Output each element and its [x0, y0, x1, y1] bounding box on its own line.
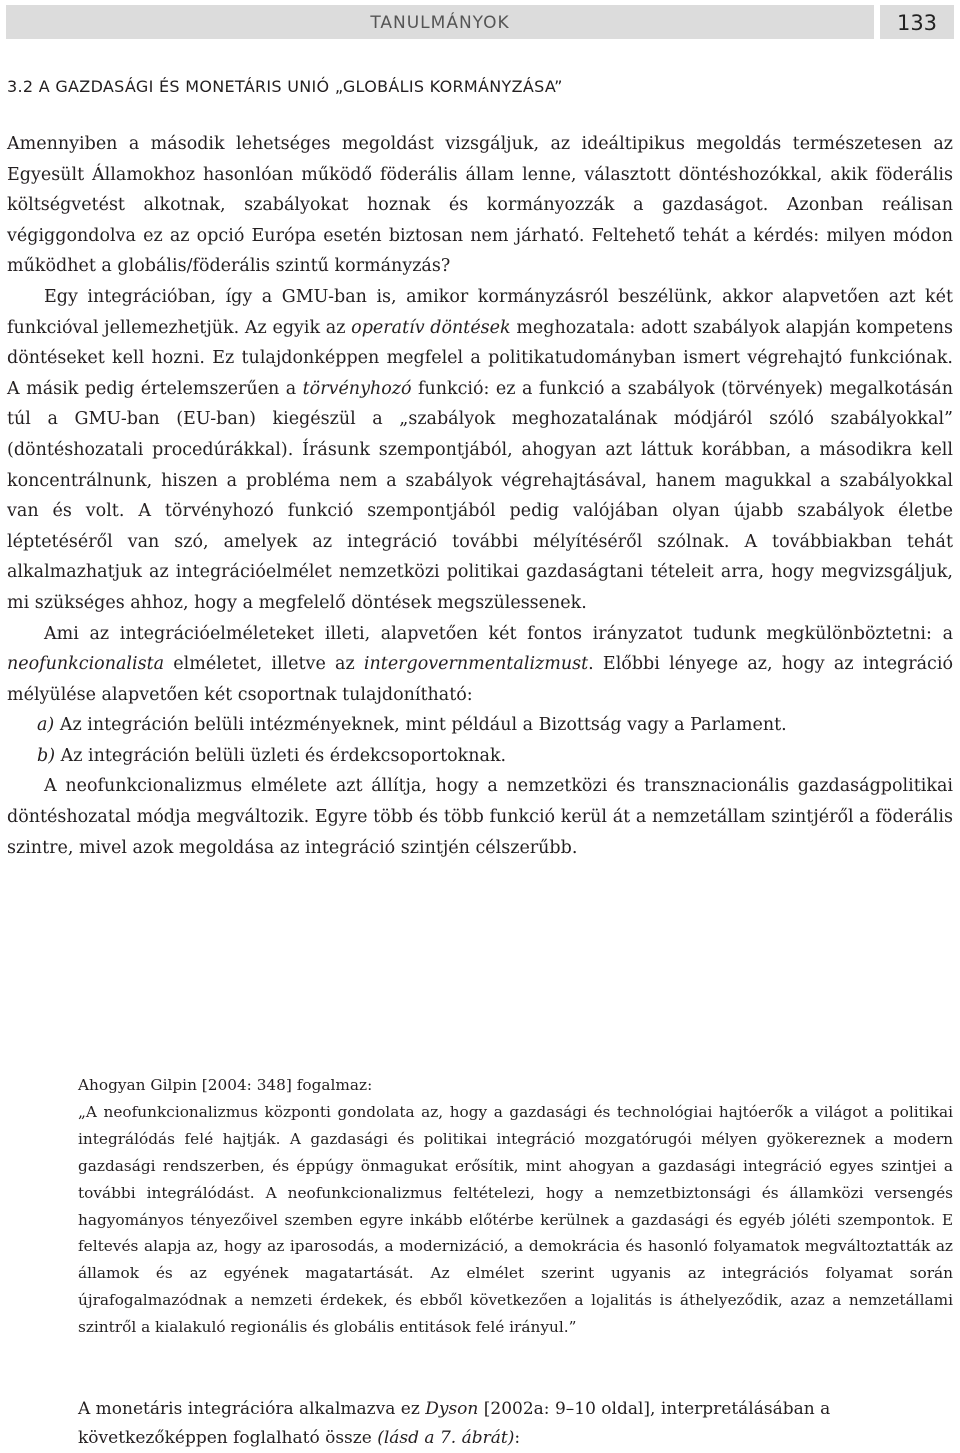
page-number-box [880, 5, 954, 39]
emphasis-dyson: Dyson [425, 1399, 479, 1419]
paragraph-3 [7, 619, 953, 711]
list-marker-a: a) [37, 715, 55, 736]
emphasis-legislative: törvényhozó [302, 378, 412, 399]
emphasis-operative-decisions: operatív döntések [351, 317, 511, 338]
list-item-b [7, 741, 953, 772]
list-item-b-text: Az integráción belüli üzleti és érdekcsoportoknak. [60, 745, 507, 766]
running-header [6, 5, 874, 39]
quote-intro: Ahogyan Gilpin [2004: 348] fogalmaz: [78, 1076, 373, 1094]
paragraph-3-part-c: . Előbbi lényege az, hogy az integráció mélyülése alapvetően két csoportnak tulajdonítható: [7, 654, 953, 705]
paragraph-2-part-c: funkció: ez a funkció a szabályok (törvények) megalkotásán túl a GMU-ban (EU-ban) kiegészül a „szabályok meghozatalának módjáról szóló szabályokkal” (döntéshozatali procedúrákkal). Írásunk szempontjából, ahogyan azt láttuk korábban, a másodikra kell koncentrálnunk, hiszen a probléma nem a szabályok végrehajtásával, hanem magukkal a szabályokkal van és volt. A törvényhozó funkció szempontjából pedig valójában olyan újabb szabályok életbe léptetéséről van szó, amelyek az integráció további mélyítéséről szólnak. A továbbiakban tehát alkalmazhatjuk az integrációelmélet nemzetközi politikai gazdaságtani tételeit arra, hogy megvizsgáljuk, mi szükséges ahhoz, hogy a megfelelő döntések megszülessenek. [7, 378, 953, 613]
paragraph-3-part-b: elméletet, illetve az [164, 654, 364, 675]
paragraph-3-part-a: Ami az integrációelméleteket illeti, alapvetően két fontos irányzatot tudunk megkülönböztetni: a [44, 623, 953, 644]
paragraph-2-part-b: meghozatala: adott szabályok alapján kompetens döntéseket kell hozni. Ez tulajdonképpen megfelel a politikatudományban ismert végrehajtó funkciónak. A másik pedig értelemszerűen a [7, 317, 953, 399]
list-item-a [7, 710, 953, 741]
trailing-part-b: [2002a: 9–10 oldal], interpretálásában a következőképpen foglalható össze [78, 1399, 831, 1448]
paragraph-2 [7, 282, 953, 619]
running-header-title: TANULMÁNYOK [370, 13, 510, 33]
list-item-a-text: Az integráción belüli intézményeknek, mint például a Bizottság vagy a Parlament. [59, 715, 787, 736]
emphasis-intergovernmentalism: intergovernmentalizmust [363, 654, 589, 675]
page-number: 133 [896, 11, 938, 35]
trailing-paragraph [78, 1395, 953, 1453]
list-marker-b: b) [37, 745, 56, 766]
trailing-part-a: A monetáris integrációra alkalmazva ez [78, 1399, 426, 1419]
emphasis-neofunctionalist: neofunkcionalista [7, 654, 165, 675]
trailing-part-c: : [514, 1428, 521, 1448]
paragraph-1: Amennyiben a második lehetséges megoldást vizsgáljuk, az ideáltipikus megoldás természetesen az Egyesült Államokhoz hasonlóan működő föderális állam lenne, választott döntéshozókkal, akik föderális költségvetést alkotnak, szabályokat hoznak és kormányozzák a gazdaságot. Azonban reálisan végiggondolva ez az opció Európa esetén biztosan nem járható. Feltehető tehát a kérdés: milyen módon működhet a globális/föderális szintű kormányzás? [7, 134, 953, 277]
body-text [7, 129, 953, 863]
block-quote [78, 1072, 953, 1341]
quote-text: „A neofunkcionalizmus központi gondolata az, hogy a gazdasági és technológiai hajtóerők a világot a politikai integrálódás felé hajtják. A gazdasági és politikai integráció mozgatórugói mélyen gyökereznek a modern gazdasági rendszerben, és éppúgy önmagukat erősítik, mint ahogyan a gazdasági integráció egyes szintjei a további integrálódást. A neofunkcionalizmus feltételezi, hogy a nemzetbiztonsági és államközi versengés hagyományos tényezőivel szemben egyre inkább előtérbe kerülnek a gazdasági és egyéb jóléti szempontok. E feltevés alapja az, hogy az iparosodás, a modernizáció, a demokrácia és hasonló folyamatok megváltoztatták az államok és az egyének magatartását. Az elmélet szerint ugyanis az integrációs folyamat során újrafogalmazódnak a nemzeti érdekek, és ebből következően a lojalitás is áthelyeződik, azaz a nemzetállami szintről a kialakuló regionális és globális entitások felé irányul.” [78, 1102, 953, 1337]
paragraph-4: A neofunkcionalizmus elmélete azt állítja, hogy a nemzetközi és transznacionális gazdaságpolitikai döntéshozatal módja megváltozik. Egyre több és több funkció kerül át a nemzetállam szintjéről a föderális szintre, mivel azok megoldása az integráció szintjén célszerűbb. [7, 776, 953, 858]
trailing-text [78, 1395, 953, 1453]
figure-reference: (lásd a 7. ábrát) [377, 1428, 515, 1448]
paragraph-2-part-a: Egy integrációban, így a GMU-ban is, amikor kormányzásról beszélünk, akkor alapvetően azt két funkcióval jellemezhetjük. Az egyik az [7, 286, 953, 338]
section-heading: 3.2 A GAZDASÁGI ÉS MONETÁRIS UNIÓ „GLOBÁLIS KORMÁNYZÁSA” [7, 77, 563, 96]
